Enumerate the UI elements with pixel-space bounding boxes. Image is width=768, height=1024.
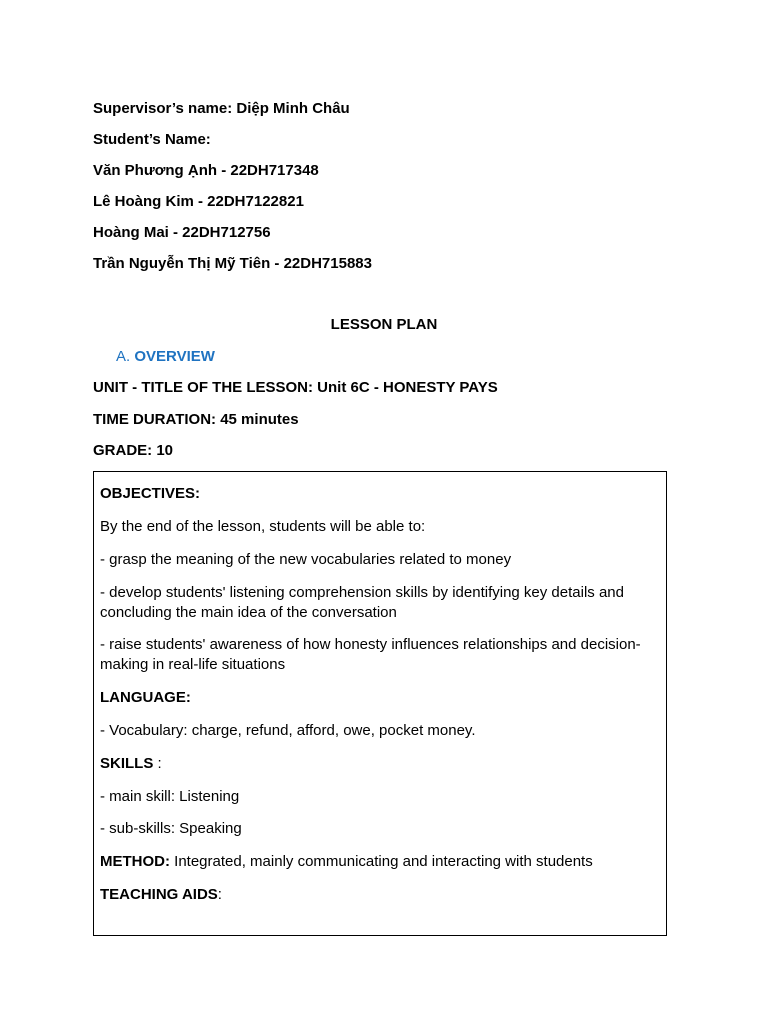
section-letter: A.	[116, 348, 131, 365]
student-name: Trần Nguyễn Thị Mỹ Tiên - 22DH715883	[93, 255, 372, 272]
objective-item: - develop students' listening comprehension skills by identifying key details and concluding the main idea of the conversation	[100, 584, 624, 621]
student-name: Lê Hoàng Kim - 22DH7122821	[93, 193, 304, 210]
skills-heading	[100, 754, 662, 774]
teaching-aids-colon: :	[217, 886, 222, 903]
students-label: Student’s Name:	[93, 131, 211, 148]
objectives-label: OBJECTIVES:	[100, 485, 201, 502]
document-title: LESSON PLAN	[330, 316, 438, 333]
supervisor-name: Supervisor’s name: Diệp Minh Châu	[93, 100, 350, 117]
section-heading-overview	[116, 348, 215, 366]
method-label: METHOD:	[100, 853, 170, 870]
section-name: OVERVIEW	[134, 348, 215, 365]
objective-item: - raise students' awareness of how honesty influences relationships and decision-making in real-life situations	[100, 636, 641, 673]
student-name: Văn Phương Ạnh - 22DH717348	[93, 162, 319, 179]
language-label: LANGUAGE:	[100, 689, 191, 706]
objectives-intro: By the end of the lesson, students will be able to:	[100, 518, 426, 535]
main-skill: - main skill: Listening	[100, 788, 240, 805]
vocabulary: - Vocabulary: charge, refund, afford, owe, pocket money.	[100, 722, 476, 739]
skills-colon: :	[153, 755, 162, 772]
objective-item: - grasp the meaning of the new vocabularies related to money	[100, 551, 512, 568]
sub-skills: - sub-skills: Speaking	[100, 820, 242, 837]
grade: GRADE: 10	[93, 442, 174, 459]
time-duration: TIME DURATION: 45 minutes	[93, 411, 299, 428]
lesson-unit-title: UNIT - TITLE OF THE LESSON: Unit 6C - HONESTY PAYS	[93, 379, 498, 396]
student-name: Hoàng Mai - 22DH712756	[93, 224, 271, 241]
method-text: Integrated, mainly communicating and interacting with students	[170, 853, 593, 870]
objectives-box	[93, 471, 667, 936]
skills-label: SKILLS	[100, 755, 154, 772]
method-line	[100, 852, 662, 872]
teaching-aids-line	[100, 885, 662, 905]
teaching-aids-label: TEACHING AIDS	[100, 886, 218, 903]
